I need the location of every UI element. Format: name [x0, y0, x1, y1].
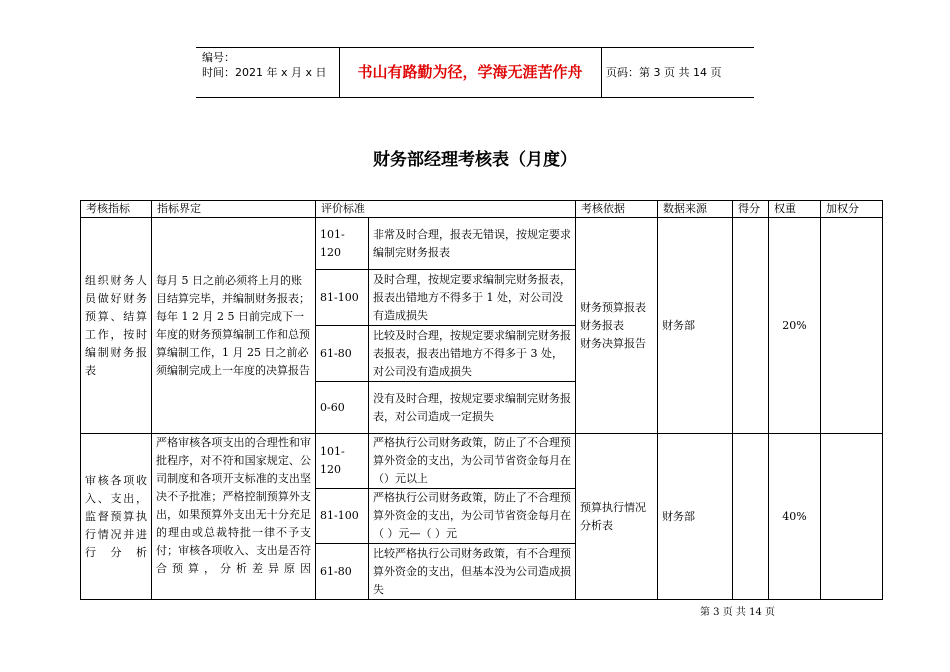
document-header [196, 47, 754, 98]
col-header-score: 得分 [733, 201, 769, 218]
col-header-definition: 指标界定 [152, 201, 316, 218]
col-header-basis: 考核依据 [576, 201, 658, 218]
page-label: 页码：第 3 页 共 14 页 [606, 66, 722, 79]
criteria-text: 比较及时合理，按规定要求编制完财务报表报表，报表出错地方不得多于 3 处，对公司没有造成损失 [369, 326, 576, 382]
source-cell: 财务部 [658, 218, 733, 434]
col-header-weighted: 加权分 [821, 201, 883, 218]
table-row [81, 218, 883, 270]
criteria-text: 严格执行公司财务政策，防止了不合理预算外资金的支出，为公司节省资金每月在（ ）元—（ ）元 [369, 489, 576, 544]
criteria-text: 比较严格执行公司财务政策，有不合理预算外资金的支出，但基本没为公司造成损失 [369, 544, 576, 600]
page-title: 财务部经理考核表（月度） [373, 150, 577, 170]
basis-cell: 预算执行情况分析表 [576, 434, 658, 600]
criteria-range: 81-100 [316, 489, 369, 544]
score-cell [733, 218, 769, 434]
col-header-source: 数据来源 [658, 201, 733, 218]
table-row [81, 434, 883, 489]
header-meta [196, 48, 340, 97]
criteria-range: 61-80 [316, 326, 369, 382]
assessment-table [80, 200, 883, 600]
weighted-cell [821, 434, 883, 600]
source-cell: 财务部 [658, 434, 733, 600]
col-header-criteria: 评价标准 [316, 201, 576, 218]
definition-cell: 每月 5 日之前必须将上月的账目结算完毕，并编制财务报表； 每年 1 2 月 2 5 日前完成下一年度的财务预算编制工作和总预算编制工作，1 月 25 日之前必须编制完成上一年度的决算报告 [152, 218, 316, 434]
number-label: 编号： [202, 51, 235, 64]
basis-cell: 财务预算报表 财务报表 财务决算报告 [576, 218, 658, 434]
col-header-weight: 权重 [769, 201, 821, 218]
indicator-cell: 组织财务人员做好财务预算、结算工作，按时编制财务报表 [81, 218, 152, 434]
criteria-range: 81-100 [316, 270, 369, 326]
criteria-range: 0-60 [316, 382, 369, 434]
criteria-text: 及时合理，按规定要求编制完财务报表，报表出错地方不得多于 1 处，对公司没有造成损失 [369, 270, 576, 326]
criteria-text: 没有及时合理，按规定要求编制完财务报表，对公司造成一定损失 [369, 382, 576, 434]
motto-text: 书山有路勤为径，学海无涯苦作舟 [339, 48, 602, 97]
definition-cell: 严格审核各项支出的合理性和审批程序，对不符和国家规定、公司制度和各项开支标准的支出坚决不予批准；严格控制预算外支出，如果预算外支出无十分充足的理由或总裁特批一律不予支付；审核各项收入、支出是否符合预算，分析差异原因 [152, 434, 316, 600]
col-header-indicator: 考核指标 [81, 201, 152, 218]
table-header-row [81, 201, 883, 218]
weighted-cell [821, 218, 883, 434]
criteria-range: 61-80 [316, 544, 369, 600]
criteria-range: 101-120 [316, 218, 369, 270]
weight-cell: 20% [769, 218, 821, 434]
criteria-text: 非常及时合理，报表无错误，按规定要求编制完财务报表 [369, 218, 576, 270]
page-footer: 第 3 页 共 14 页 [700, 607, 775, 618]
time-label: 时间：2021 年 x 月 x 日 [202, 66, 327, 79]
criteria-range: 101-120 [316, 434, 369, 489]
score-cell [733, 434, 769, 600]
indicator-cell: 审核各项收入、支出，监督预算执行情况并进行分析 [81, 434, 152, 600]
criteria-text: 严格执行公司财务政策，防止了不合理预算外资金的支出，为公司节省资金每月在（）元以上 [369, 434, 576, 489]
weight-cell: 40% [769, 434, 821, 600]
